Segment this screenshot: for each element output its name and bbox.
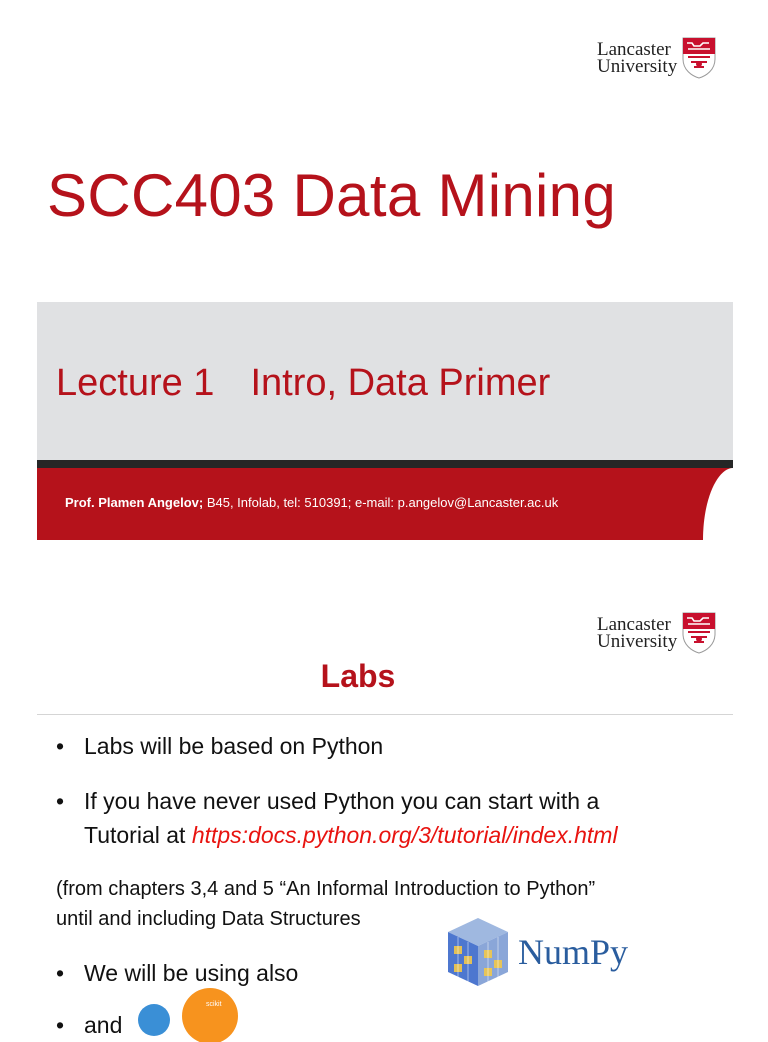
logo-line1: Lancaster xyxy=(597,614,671,635)
logo-line2: University xyxy=(597,56,678,77)
bullet-item xyxy=(56,956,298,990)
bullet-item xyxy=(56,784,618,852)
numpy-cube-icon xyxy=(444,916,512,988)
presenter-name: Prof. Plamen Angelov; xyxy=(65,495,204,510)
numpy-logo xyxy=(444,916,628,988)
bullet-glyph: • xyxy=(56,733,65,759)
crest-icon xyxy=(682,37,716,79)
slide-title: Labs xyxy=(320,658,396,694)
bullet-glyph: • xyxy=(56,1012,65,1038)
presenter-info xyxy=(65,495,558,510)
university-logo xyxy=(597,612,716,654)
tutorial-link[interactable]: https:docs.python.org/3/tutorial/index.html xyxy=(191,822,618,848)
logo-line2: University xyxy=(597,631,678,652)
band-corner-curve xyxy=(673,468,733,540)
bullet-text: If you have never used Python you can start with a xyxy=(84,788,600,814)
note-line: until and including Data Structures xyxy=(56,908,361,930)
scipy-scikit-logos xyxy=(132,986,252,1026)
university-logo xyxy=(597,37,716,79)
lecture-topic: Intro, Data Primer xyxy=(250,362,551,404)
presenter-details: B45, Infolab, tel: 510391; e-mail: p.angelov@Lancaster.ac.uk xyxy=(203,495,559,510)
scipy-icon xyxy=(138,1004,170,1036)
numpy-label: NumPy xyxy=(518,932,629,972)
labs-slide xyxy=(0,576,768,1038)
lecture-label: Lecture 1 xyxy=(56,362,215,404)
crest-icon xyxy=(682,612,716,654)
note-line: (from chapters 3,4 and 5 “An Informal Introduction to Python” xyxy=(56,878,596,900)
separator-line xyxy=(37,460,733,468)
logo-line1: Lancaster xyxy=(597,39,671,60)
bullet-glyph: • xyxy=(56,788,65,814)
bullet-text: and xyxy=(84,1012,123,1038)
presenter-band xyxy=(37,468,733,540)
bullet-item xyxy=(56,1008,122,1042)
title-divider xyxy=(37,714,733,715)
bullet-text: We will be using also xyxy=(84,960,299,986)
bullet-text-continued: Tutorial at xyxy=(84,822,186,848)
lecture-heading xyxy=(56,358,550,408)
bullet-text: Labs will be based on Python xyxy=(84,733,384,759)
scikit-icon xyxy=(182,988,238,1042)
scikit-label: scikit xyxy=(206,1001,222,1008)
course-title: SCC403 Data Mining xyxy=(47,162,617,229)
bullet-glyph: • xyxy=(56,960,65,986)
bullet-item xyxy=(56,729,383,763)
